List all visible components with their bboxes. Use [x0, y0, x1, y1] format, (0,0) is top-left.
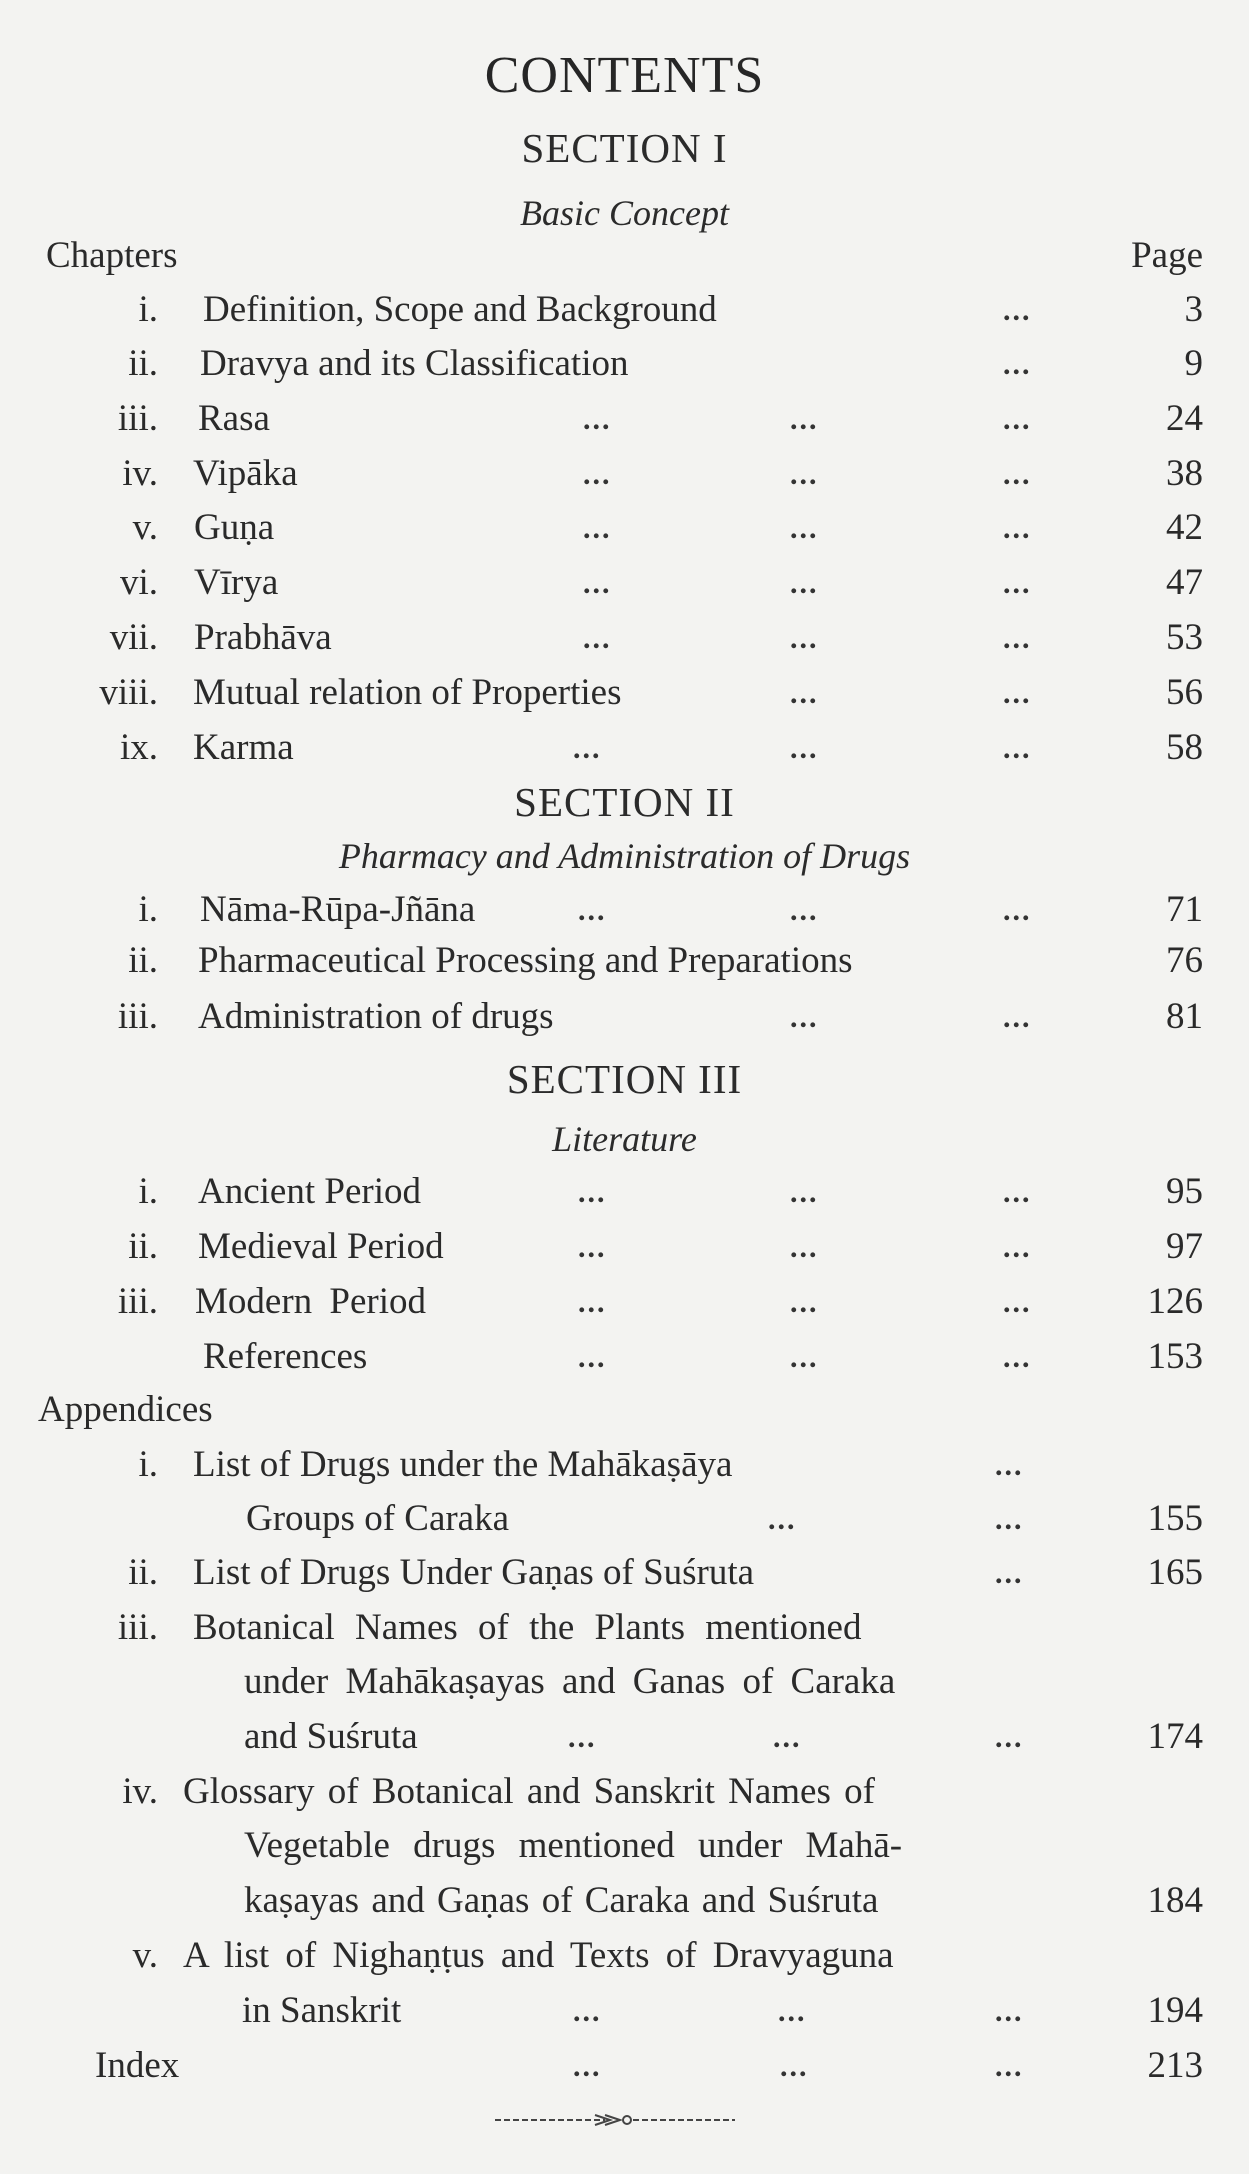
index-entry[interactable]: [0, 2044, 1249, 2094]
page-title: CONTENTS: [484, 47, 765, 104]
entry-title: Karma: [193, 727, 294, 768]
entry-number: i.: [138, 1171, 158, 1212]
toc-entry[interactable]: [0, 561, 1249, 611]
dot-leader: ...: [1003, 403, 1032, 436]
entry-number: i.: [138, 1444, 158, 1485]
appendix-entry-cont[interactable]: [0, 1989, 1249, 2039]
entry-title-line: List of Drugs Under Gaṇas of Suśruta: [193, 1552, 755, 1593]
dot-leader: ...: [578, 1176, 607, 1209]
dot-leader: ...: [578, 1286, 607, 1319]
entry-title: Ancient Period: [198, 1171, 421, 1212]
entry-page: 184: [1147, 1880, 1203, 1921]
toc-entry[interactable]: [0, 1335, 1249, 1385]
dot-leader: ...: [790, 567, 819, 600]
dot-leader: ...: [780, 2050, 809, 2083]
dot-leader: ...: [773, 1721, 802, 1754]
toc-entry[interactable]: [0, 397, 1249, 447]
entry-title-line: Botanical Names of the Plants mentioned: [193, 1607, 862, 1648]
entry-page: 155: [1147, 1498, 1203, 1539]
dot-leader: ...: [573, 2050, 602, 2083]
entry-title: Rasa: [198, 398, 270, 439]
dot-leader: ...: [573, 732, 602, 765]
entry-number: iii.: [117, 996, 158, 1037]
dot-leader: ...: [583, 458, 612, 491]
section-1-subtitle: Basic Concept: [520, 193, 729, 233]
dot-leader: ...: [1003, 1001, 1032, 1034]
toc-entry[interactable]: [0, 888, 1249, 938]
appendix-entry-cont[interactable]: [0, 1824, 1249, 1874]
entry-page: 24: [1166, 398, 1203, 439]
entry-title: Administration of drugs: [198, 996, 554, 1037]
dot-leader: ...: [1003, 348, 1032, 381]
entry-title: Prabhāva: [194, 617, 332, 658]
entry-number: iii.: [117, 1607, 158, 1648]
dot-leader: ...: [1003, 294, 1032, 327]
dot-leader: ...: [790, 458, 819, 491]
entry-number: vi.: [119, 562, 158, 603]
entry-title: Nāma-Rūpa-Jñāna: [200, 889, 476, 930]
entry-title: Vipāka: [193, 453, 298, 494]
entry-number: ix.: [119, 727, 158, 768]
toc-entry[interactable]: [0, 1170, 1249, 1220]
dot-leader: ...: [995, 1557, 1024, 1590]
entry-number: iii.: [117, 398, 158, 439]
entry-number: vii.: [109, 617, 158, 658]
entry-page: 71: [1166, 889, 1203, 930]
appendix-entry-cont[interactable]: [0, 1660, 1249, 1710]
appendix-entry-cont[interactable]: [0, 1497, 1249, 1547]
toc-entry[interactable]: [0, 995, 1249, 1045]
entry-title-line: under Mahākaṣayas and Ganas of Caraka: [244, 1661, 896, 1702]
entry-title: Dravya and its Classification: [200, 343, 629, 384]
dot-leader: ...: [790, 732, 819, 765]
dot-leader: ...: [790, 1231, 819, 1264]
index-title: Index: [95, 2045, 180, 2086]
entry-title-line: in Sanskrit: [242, 1990, 402, 2031]
entry-page: 56: [1166, 672, 1203, 713]
appendix-entry[interactable]: [0, 1606, 1249, 1656]
entry-number: iv.: [122, 453, 158, 494]
toc-entry[interactable]: [0, 616, 1249, 666]
dot-leader: ...: [583, 622, 612, 655]
entry-title: Medieval Period: [198, 1226, 444, 1267]
entry-page: 58: [1166, 727, 1203, 768]
entry-number: iv.: [122, 1771, 158, 1812]
dot-leader: ...: [995, 1449, 1024, 1482]
dot-leader: ...: [1003, 677, 1032, 710]
entry-title: References: [203, 1336, 368, 1377]
appendix-entry[interactable]: [0, 1934, 1249, 1984]
entry-page: 213: [1147, 2045, 1203, 2086]
entry-title-line: and Suśruta: [244, 1716, 418, 1757]
dot-leader: ...: [1003, 622, 1032, 655]
dot-leader: ...: [583, 512, 612, 545]
dot-leader: ...: [790, 403, 819, 436]
entry-page: 47: [1166, 562, 1203, 603]
dot-leader: ...: [1003, 512, 1032, 545]
section-3-heading: SECTION III: [506, 1056, 743, 1102]
dot-leader: ...: [768, 1503, 797, 1536]
chapters-column-label: Chapters: [46, 235, 178, 276]
entry-page: 126: [1147, 1281, 1203, 1322]
section-1-heading: SECTION I: [521, 125, 728, 171]
entry-page: 3: [1184, 289, 1203, 330]
entry-page: 153: [1147, 1336, 1203, 1377]
dot-leader: ...: [1003, 1176, 1032, 1209]
toc-entry[interactable]: [0, 671, 1249, 721]
entry-title: Modern Period: [195, 1281, 426, 1322]
appendix-entry[interactable]: [0, 1551, 1249, 1601]
entry-page: 38: [1166, 453, 1203, 494]
dot-leader: ...: [790, 1001, 819, 1034]
entry-page: 97: [1166, 1226, 1203, 1267]
entry-number: iii.: [117, 1281, 158, 1322]
entry-page: 174: [1147, 1716, 1203, 1757]
entry-title-line: List of Drugs under the Mahākaṣāya: [193, 1444, 733, 1485]
dot-leader: ...: [1003, 732, 1032, 765]
toc-entry[interactable]: [0, 342, 1249, 392]
entry-page: 9: [1184, 343, 1203, 384]
dot-leader: ...: [790, 677, 819, 710]
dot-leader: ...: [1003, 1231, 1032, 1264]
appendix-entry-cont[interactable]: [0, 1879, 1249, 1929]
toc-entry[interactable]: [0, 1280, 1249, 1330]
dot-leader: ...: [790, 894, 819, 927]
dot-leader: ...: [995, 1503, 1024, 1536]
section-2-subtitle: Pharmacy and Administration of Drugs: [338, 836, 911, 876]
dot-leader: ...: [778, 1995, 807, 2028]
dot-leader: ...: [1003, 1286, 1032, 1319]
dot-leader: ...: [583, 403, 612, 436]
dot-leader: ...: [790, 1176, 819, 1209]
entry-number: ii.: [128, 1226, 158, 1267]
dot-leader: ...: [995, 1721, 1024, 1754]
dot-leader: ...: [1003, 894, 1032, 927]
entry-page: 42: [1166, 507, 1203, 548]
toc-entry[interactable]: [0, 726, 1249, 776]
entry-number: ii.: [128, 343, 158, 384]
dot-leader: ...: [583, 567, 612, 600]
toc-entry[interactable]: [0, 1225, 1249, 1275]
dot-leader: ...: [995, 2050, 1024, 2083]
entry-page: 76: [1166, 940, 1203, 981]
entry-number: i.: [138, 889, 158, 930]
entry-title-line: A list of Nighaṇṭus and Texts of Dravyaguna: [183, 1935, 894, 1976]
entry-page: 53: [1166, 617, 1203, 658]
toc-entry[interactable]: [0, 939, 1249, 989]
end-ornament: [495, 2110, 735, 2130]
entry-number: v.: [132, 1935, 158, 1976]
section-3-subtitle: Literature: [552, 1119, 697, 1159]
appendix-entry[interactable]: [0, 1443, 1249, 1493]
entry-number: viii.: [99, 672, 158, 713]
entry-title-line: kaṣayas and Gaṇas of Caraka and Suśruta: [244, 1880, 879, 1921]
entry-title: Vīrya: [194, 562, 279, 603]
entry-number: ii.: [128, 1552, 158, 1593]
toc-entry[interactable]: [0, 506, 1249, 556]
entry-title-line: Groups of Caraka: [246, 1498, 510, 1539]
entry-page: 194: [1147, 1990, 1203, 2031]
dot-leader: ...: [573, 1995, 602, 2028]
dot-leader: ...: [790, 1341, 819, 1374]
dot-leader: ...: [790, 1286, 819, 1319]
dot-leader: ...: [995, 1995, 1024, 2028]
dot-leader: ...: [790, 622, 819, 655]
dot-leader: ...: [790, 512, 819, 545]
entry-number: i.: [138, 289, 158, 330]
dot-leader: ...: [1003, 458, 1032, 491]
dot-leader: ...: [1003, 1341, 1032, 1374]
toc-entry[interactable]: [0, 452, 1249, 502]
entry-title-line: Vegetable drugs mentioned under Mahā-: [244, 1825, 903, 1866]
entry-title: Mutual relation of Properties: [193, 672, 622, 713]
dot-leader: ...: [578, 1341, 607, 1374]
entry-number: ii.: [128, 940, 158, 981]
entry-title: Guṇa: [194, 507, 275, 548]
dot-leader: ...: [578, 894, 607, 927]
entry-page: 81: [1166, 996, 1203, 1037]
entry-page: 95: [1166, 1171, 1203, 1212]
entry-page: 165: [1147, 1552, 1203, 1593]
toc-entry[interactable]: [0, 288, 1249, 338]
appendices-label: Appendices: [38, 1389, 213, 1430]
appendix-entry-cont[interactable]: [0, 1715, 1249, 1765]
page-column-label: Page: [1131, 235, 1203, 276]
appendix-entry[interactable]: [0, 1770, 1249, 1820]
entry-title: Pharmaceutical Processing and Preparations: [198, 940, 853, 981]
entry-number: v.: [132, 507, 158, 548]
entry-title: Definition, Scope and Background: [203, 289, 717, 330]
dot-leader: ...: [578, 1231, 607, 1264]
entry-title-line: Glossary of Botanical and Sanskrit Names of: [183, 1771, 875, 1812]
dot-leader: ...: [568, 1721, 597, 1754]
section-2-heading: SECTION II: [514, 779, 735, 825]
dot-leader: ...: [1003, 567, 1032, 600]
